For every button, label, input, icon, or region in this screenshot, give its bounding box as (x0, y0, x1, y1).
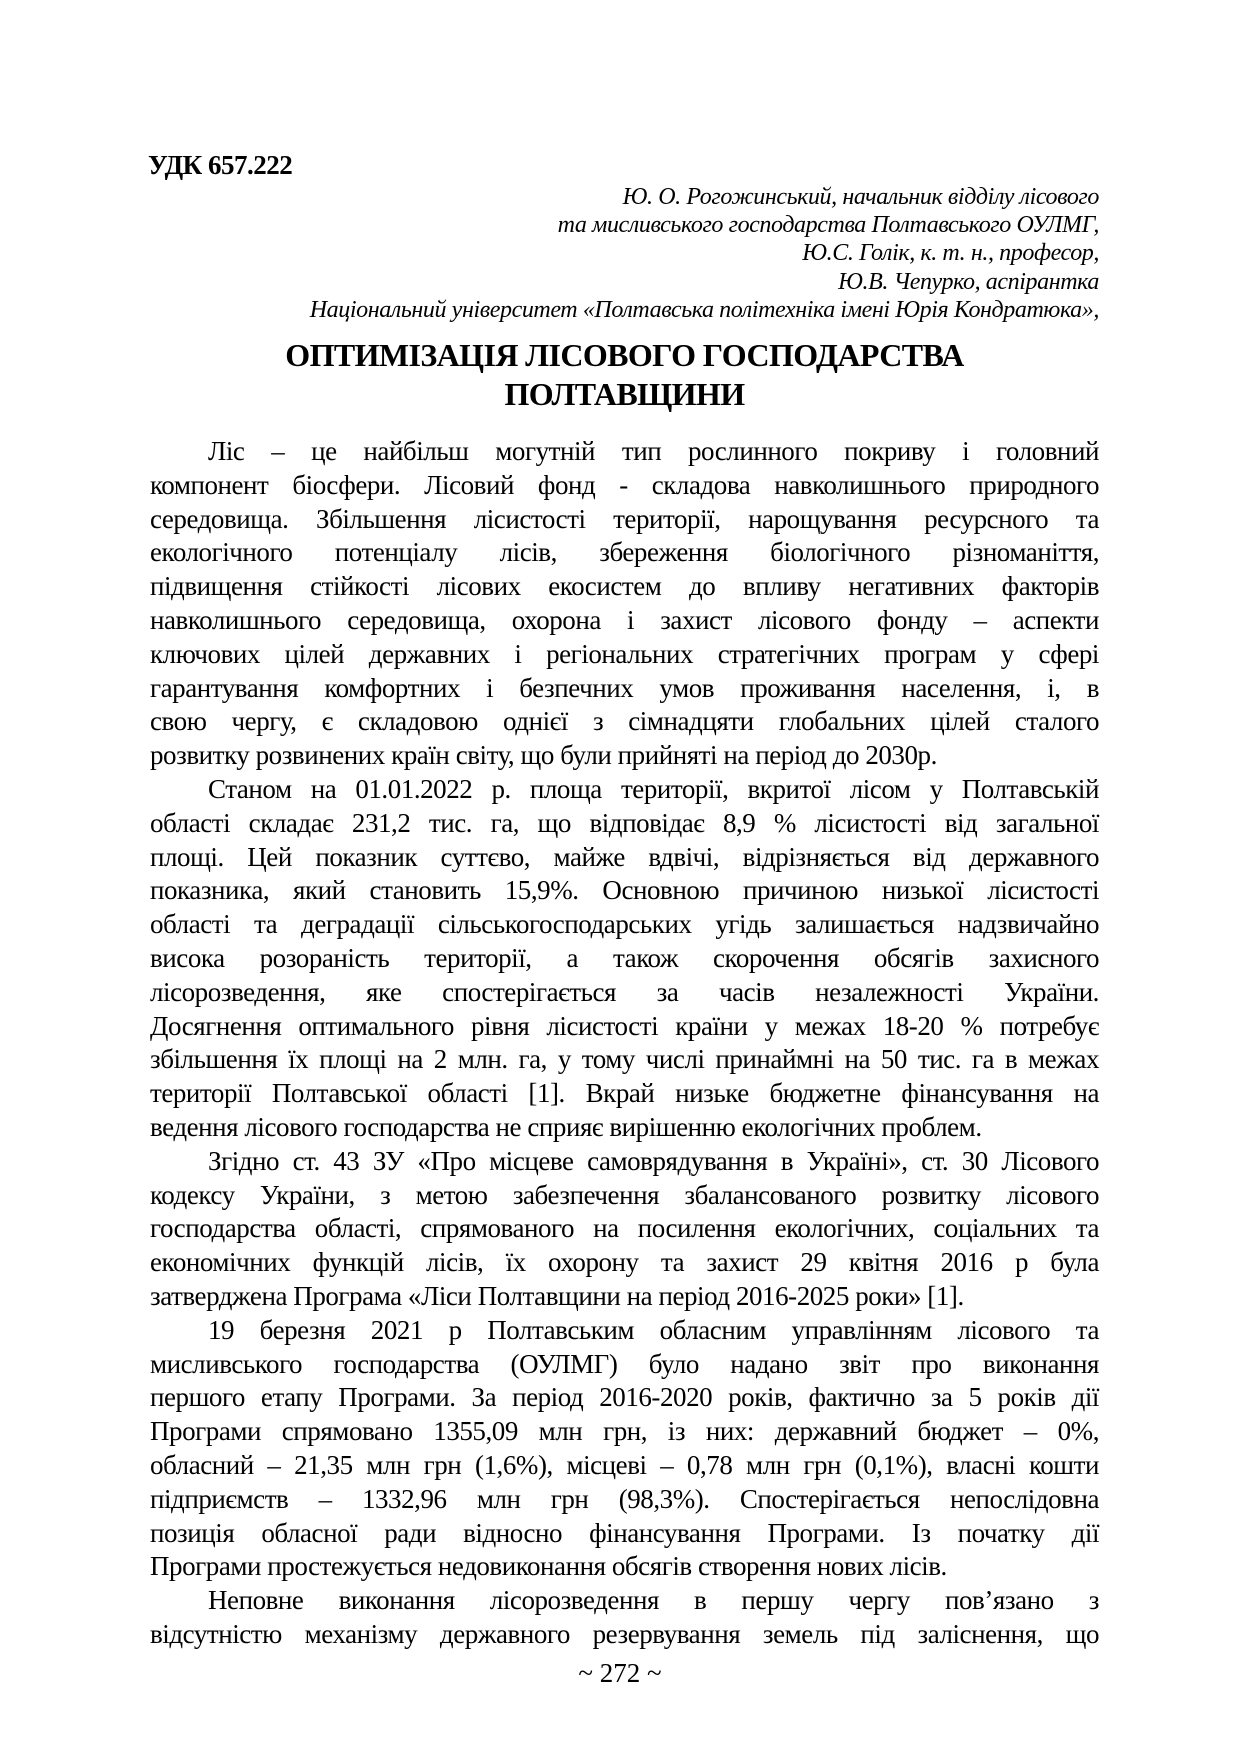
text-line: розвитку розвинених країн світу, що були прийняті на період до 2030р. (150, 740, 937, 771)
text-line: кодексу України, з метою забезпечення збалансованого розвитку лісового (150, 1179, 1099, 1210)
text-line: гарантування комфортних і безпечних умов проживання населення, і, в (150, 672, 1099, 703)
text-line: першого етапу Програми. За період 2016-2020 років, фактично за 5 років дії (150, 1382, 1099, 1413)
paragraph (150, 1145, 1099, 1314)
paragraph (150, 1584, 1099, 1652)
text-line: ведення лісового господарства не сприяє вирішенню екологічних проблем. (150, 1111, 982, 1142)
paragraph (150, 435, 1099, 773)
text-line: лісорозведення, яке спостерігається за часів незалежності України. (150, 976, 1099, 1007)
author-line: та мисливського господарства Полтавського ОУЛМГ, (557, 212, 1099, 239)
text-line: навколишнього середовища, охорона і захист лісового фонду – аспекти (150, 604, 1099, 635)
text-line: Неповне виконання лісорозведення в першу чергу пов’язано з (208, 1585, 1099, 1616)
affiliation-line: Національний університет «Полтавська політехніка імені Юрія Кондратюка», (309, 296, 1099, 323)
text-line: збільшення їх площі на 2 млн. га, у тому числі принаймні на 50 тис. га в межах (150, 1044, 1099, 1075)
text-line: Станом на 01.01.2022 р. площа території, вкритої лісом у Полтавській (208, 773, 1099, 804)
text-line: позиція обласної ради відносно фінансування Програми. Із початку дії (150, 1517, 1099, 1548)
page-number: ~ 272 ~ (578, 1658, 662, 1688)
text-line: Ліс – це найбільш могутній тип рослинного покриву і головний (208, 436, 1099, 466)
text-line: відсутністю механізму державного резервування земель під заліснення, що (150, 1618, 1099, 1649)
text-line: обласний – 21,35 млн грн (1,6%), місцеві – 0,78 млн грн (0,1%), власні кошти (150, 1449, 1099, 1480)
text-line: показника, який становить 15,9%. Основною причиною низької лісистості (150, 875, 1099, 906)
author-line: Ю. О. Рогожинський, начальник відділу лісового (622, 184, 1099, 210)
author-line: Ю.В. Чепурко, аспірантка (838, 268, 1099, 295)
text-line: компонент біосфери. Лісовий фонд - складова навколишнього природного (150, 469, 1099, 500)
text-line: свою чергу, є складовою однієї з сімнадцяти глобальних цілей сталого (150, 706, 1099, 737)
text-line: економічних функцій лісів, їх охорону та захист 29 квітня 2016 р була (150, 1247, 1099, 1278)
text-line: підвищення стійкості лісових екосистем до впливу негативних факторів (150, 571, 1099, 602)
text-line: Програми спрямовано 1355,09 млн грн, із них: державний бюджет – 0%, (150, 1416, 1099, 1447)
text-line: Програми простежується недовиконання обсягів створення нових лісів. (150, 1551, 947, 1582)
paragraph (150, 1314, 1099, 1584)
article-body (150, 435, 1099, 1652)
text-line: території Полтавської області [1]. Вкрай низьке бюджетне фінансування на (150, 1078, 1099, 1109)
text-line: області складає 231,2 тис. га, що відповідає 8,9 % лісистості від загальної (150, 807, 1099, 838)
text-line: 19 березня 2021 р Полтавським обласним управлінням лісового та (208, 1314, 1099, 1345)
title-line: ПОЛТАВЩИНИ (504, 376, 745, 412)
text-line: Згідно ст. 43 ЗУ «Про місцеве самоврядування в Україні», ст. 30 Лісового (208, 1145, 1099, 1176)
text-line: підприємств – 1332,96 млн грн (98,3%). Спостерігається непослідовна (150, 1483, 1099, 1514)
text-line: середовища. Збільшення лісистості території, нарощування ресурсного та (150, 503, 1099, 534)
text-line: області та деградації сільськогосподарських угідь залишається надзвичайно (150, 909, 1099, 940)
title-line: ОПТИМІЗАЦІЯ ЛІСОВОГО ГОСПОДАРСТВА (285, 337, 964, 373)
authors-block (310, 183, 1099, 324)
text-line: площі. Цей показник суттєво, майже вдвічі, відрізняється від державного (150, 841, 1099, 872)
author-line: Ю.С. Голік, к. т. н., професор, (802, 240, 1099, 267)
text-line: затверджена Програма «Ліси Полтавщини на період 2016-2025 роки» [1]. (150, 1280, 964, 1311)
text-line: ключових цілей державних і регіональних стратегічних програм у сфері (150, 638, 1099, 669)
udk-code: УДК 657.222 (148, 150, 293, 180)
paragraph (150, 773, 1099, 1145)
text-line: мисливського господарства (ОУЛМГ) було надано звіт про виконання (150, 1348, 1099, 1379)
article-title (150, 336, 1099, 414)
text-line: екологічного потенціалу лісів, збереження біологічного різноманіття, (150, 537, 1099, 568)
text-line: висока розораність території, а також скорочення обсягів захисного (150, 942, 1099, 973)
text-line: господарства області, спрямованого на посилення екологічних, соціальних та (150, 1213, 1099, 1244)
text-line: Досягнення оптимального рівня лісистості країни у межах 18-20 % потребує (150, 1010, 1099, 1041)
